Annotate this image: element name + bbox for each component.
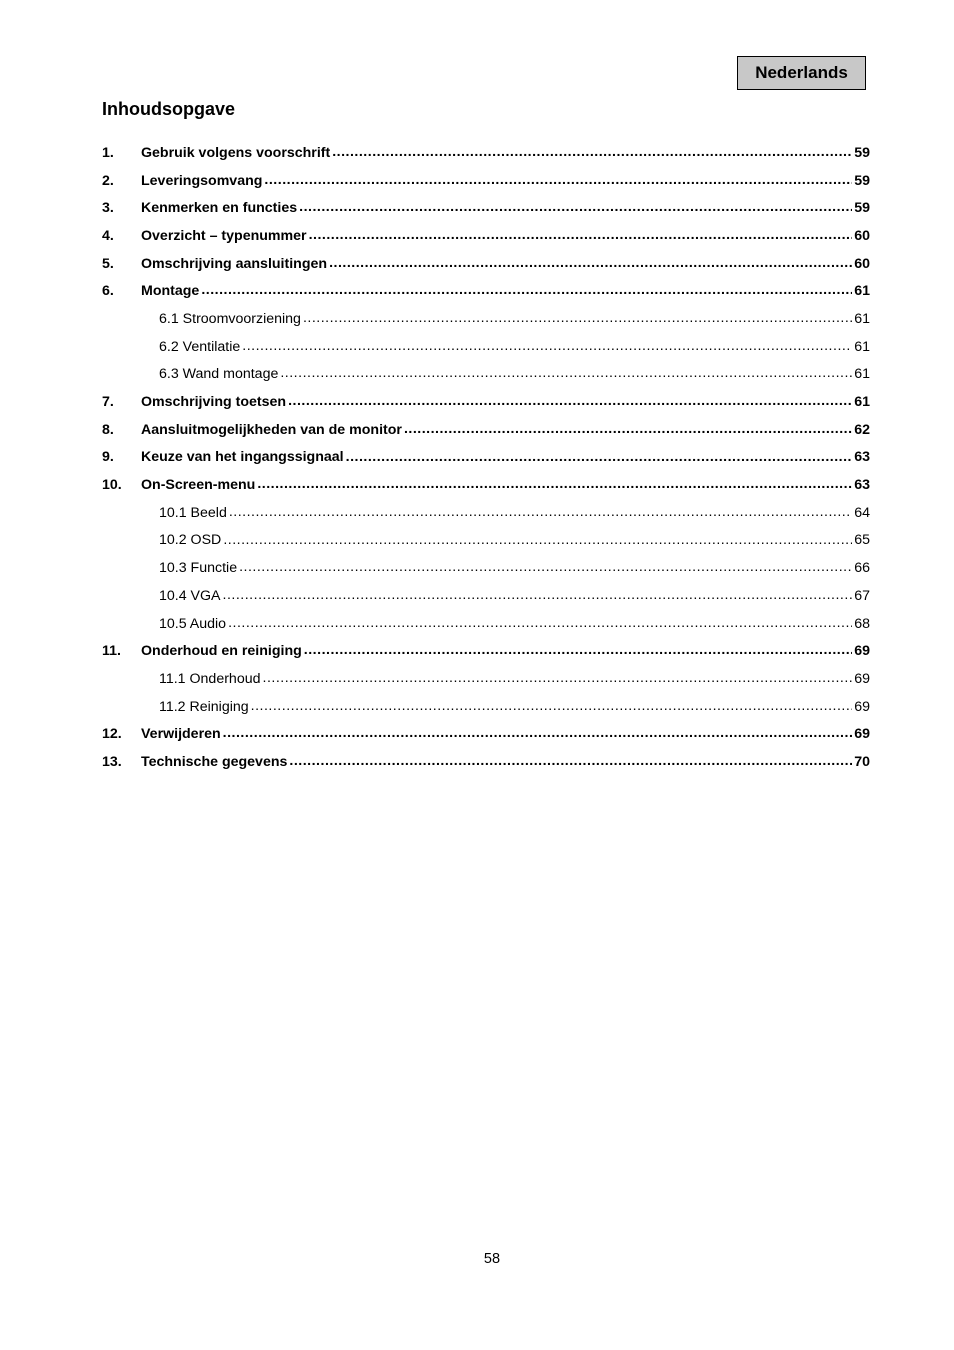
toc-entry-label: Omschrijving aansluitingen <box>141 255 328 272</box>
toc-entry-label: 10.1 Beeld <box>159 504 227 521</box>
toc-entry-page: 61 <box>854 283 870 300</box>
toc-entry-label: 10.3 Functie <box>159 560 238 577</box>
toc-entry-page: 69 <box>854 670 870 687</box>
dot-leader <box>264 173 852 187</box>
dot-leader <box>332 146 852 160</box>
toc-entry-label: Onderhoud en reiniging <box>141 643 302 660</box>
toc-entry-label: Technische gegevens <box>141 753 288 770</box>
toc-entry-label: Overzicht – typenummer <box>141 227 307 244</box>
dot-leader <box>228 616 852 630</box>
toc-entry-page: 70 <box>854 753 870 770</box>
toc-entry-label: Gebruik volgens voorschrift <box>141 144 331 161</box>
toc-entry-label: Omschrijving toetsen <box>141 394 287 411</box>
toc-entry-label: 6.1 Stroomvoorziening <box>159 310 301 327</box>
toc-entry[interactable] <box>102 748 870 776</box>
toc-entry-page: 65 <box>854 532 870 549</box>
toc-entry[interactable] <box>102 720 870 748</box>
dot-leader <box>404 423 852 437</box>
toc-entry[interactable] <box>102 416 870 444</box>
toc-entry-number: 1. <box>102 144 114 161</box>
dot-leader <box>304 644 852 658</box>
toc-entry-page: 61 <box>854 394 870 411</box>
toc-entry[interactable] <box>102 693 870 721</box>
toc-entry-label: Verwijderen <box>141 726 221 743</box>
dot-leader <box>299 201 852 215</box>
toc-entry-page: 61 <box>854 310 870 327</box>
toc-entry-page: 64 <box>854 504 870 521</box>
dot-leader <box>239 561 852 575</box>
toc-entry[interactable] <box>102 361 870 389</box>
dot-leader <box>329 257 852 271</box>
toc-entry-label: 10.5 Audio <box>159 615 227 632</box>
dot-leader <box>223 727 853 741</box>
toc-entry-label: Leveringsomvang <box>141 172 263 189</box>
toc-entry-number: 2. <box>102 172 114 189</box>
toc-entry-label: 11.2 Reiniging <box>159 698 249 715</box>
toc-entry-page: 69 <box>854 726 870 743</box>
toc-entry-number: 3. <box>102 200 114 217</box>
toc-entry[interactable] <box>102 277 870 305</box>
toc-entry-label: Montage <box>141 283 200 300</box>
toc-entry-page: 69 <box>854 698 870 715</box>
dot-leader <box>309 229 853 243</box>
toc-entry-page: 59 <box>854 172 870 189</box>
dot-leader <box>223 589 853 603</box>
toc-entry[interactable] <box>102 471 870 499</box>
toc-entry-number: 11. <box>102 643 121 660</box>
toc-entry-label: Aansluitmogelijkheden van de monitor <box>141 421 402 438</box>
toc-entry-page: 59 <box>854 200 870 217</box>
dot-leader <box>289 755 852 769</box>
toc-entry[interactable] <box>102 167 870 195</box>
toc-entry[interactable] <box>102 444 870 472</box>
dot-leader <box>242 340 852 354</box>
toc-entry[interactable] <box>102 582 870 610</box>
toc-entry[interactable] <box>102 527 870 555</box>
toc-entry[interactable] <box>102 250 870 278</box>
toc-entry-label: 10.2 OSD <box>159 532 222 549</box>
toc-entry[interactable] <box>102 194 870 222</box>
page-number: 58 <box>483 1251 501 1267</box>
toc-entry[interactable] <box>102 637 870 665</box>
toc-entry-page: 63 <box>854 449 870 466</box>
toc-entry-page: 63 <box>854 477 870 494</box>
toc-entry-page: 69 <box>854 643 870 660</box>
toc-entry-page: 61 <box>854 338 870 355</box>
language-badge: Nederlands <box>737 56 866 90</box>
toc-entry[interactable] <box>102 305 870 333</box>
toc-entry-label: 11.1 Onderhoud <box>159 670 261 687</box>
toc-entry-page: 68 <box>854 615 870 632</box>
toc-entry-page: 60 <box>854 255 870 272</box>
toc-entry-number: 12. <box>102 726 122 743</box>
dot-leader <box>303 312 852 326</box>
toc-entry-page: 66 <box>854 560 870 577</box>
toc-entry-page: 61 <box>854 366 870 383</box>
toc-entry[interactable] <box>102 222 870 250</box>
toc-entry[interactable] <box>102 499 870 527</box>
toc-entry-number: 7. <box>102 394 114 411</box>
dot-leader <box>263 672 853 686</box>
toc-entry-number: 4. <box>102 227 114 244</box>
dot-leader <box>288 395 852 409</box>
toc-entry-page: 62 <box>854 421 870 438</box>
toc-entry-number: 13. <box>102 753 122 770</box>
toc-entry-label: 10.4 VGA <box>159 587 221 604</box>
toc-entry-label: Kenmerken en functies <box>141 200 298 217</box>
toc-entry[interactable] <box>102 388 870 416</box>
toc-entry-page: 60 <box>854 227 870 244</box>
toc-entry[interactable] <box>102 139 870 167</box>
dot-leader <box>229 506 852 520</box>
toc-entry[interactable] <box>102 554 870 582</box>
dot-leader <box>201 284 852 298</box>
toc-entry-label: 6.3 Wand montage <box>159 366 279 383</box>
toc-entry-label: Keuze van het ingangssignaal <box>141 449 344 466</box>
dot-leader <box>346 450 853 464</box>
toc-entry[interactable] <box>102 665 870 693</box>
dot-leader <box>251 700 853 714</box>
toc-entry-page: 67 <box>854 587 870 604</box>
toc-entry-number: 5. <box>102 255 114 272</box>
toc-entry[interactable] <box>102 610 870 638</box>
toc-entry-number: 6. <box>102 283 114 300</box>
toc-entry-number: 8. <box>102 421 114 438</box>
toc-entry[interactable] <box>102 333 870 361</box>
toc-entry-number: 10. <box>102 477 122 494</box>
toc-entry-number: 9. <box>102 449 114 466</box>
toc-entry-page: 59 <box>854 144 870 161</box>
page-title: Inhoudsopgave <box>102 99 236 119</box>
toc-entry-label: 6.2 Ventilatie <box>159 338 241 355</box>
dot-leader <box>280 367 852 381</box>
toc-entry-label: On-Screen-menu <box>141 477 256 494</box>
dot-leader <box>223 533 852 547</box>
dot-leader <box>257 478 852 492</box>
table-of-contents <box>102 139 870 776</box>
